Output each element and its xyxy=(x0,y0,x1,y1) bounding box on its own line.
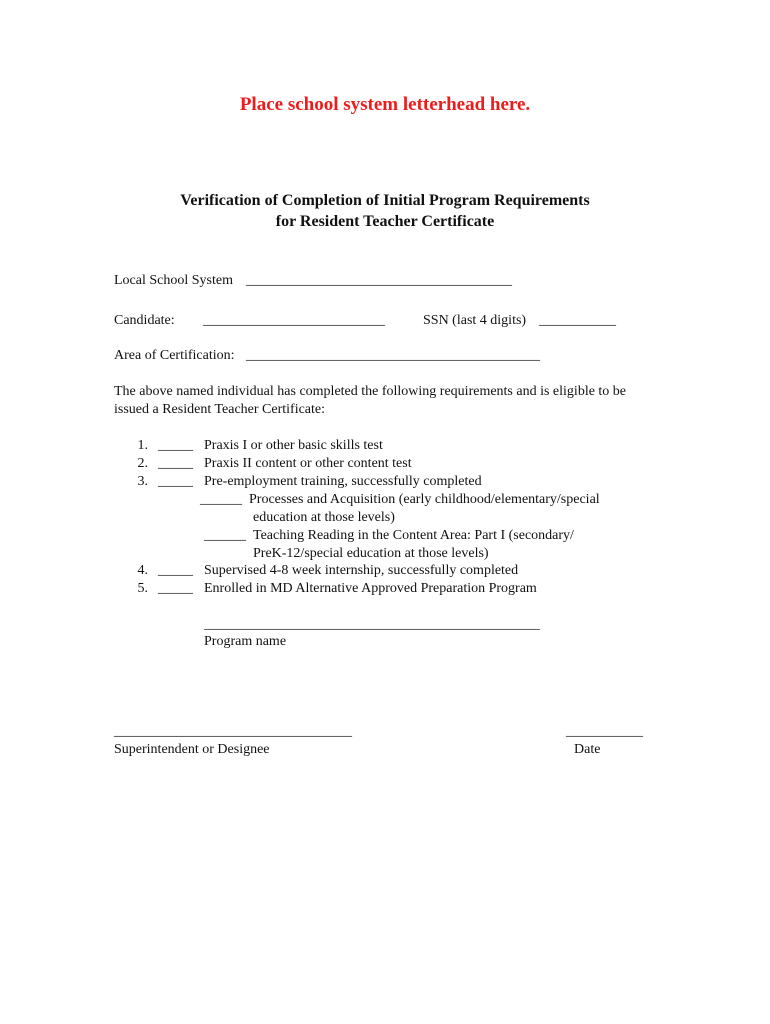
sub-requirement-text-cont: education at those levels) xyxy=(253,510,395,525)
candidate-label: Candidate: xyxy=(114,313,175,328)
requirement-blank[interactable]: _____ xyxy=(158,563,193,578)
requirement-blank[interactable]: _____ xyxy=(158,474,193,489)
requirement-text: Pre-employment training, successfully completed xyxy=(204,474,482,489)
program-name-blank[interactable]: ________________________________________________ xyxy=(204,617,540,632)
requirement-number: 3. xyxy=(137,474,148,489)
date-label: Date xyxy=(574,742,601,757)
document-title xyxy=(0,190,770,232)
ssn-label: SSN (last 4 digits) xyxy=(423,313,527,328)
letterhead-placeholder: Place school system letterhead here. xyxy=(239,94,531,115)
date-blank[interactable]: ___________ xyxy=(566,724,643,739)
intro-paragraph: The above named individual has completed the following requirements and is eligible to be issued a Resident Teacher Certificate: xyxy=(114,384,627,417)
sub-requirement-text-cont: PreK-12/special education at those levels) xyxy=(253,546,489,561)
sub-requirement-blank[interactable]: ______ xyxy=(204,528,246,543)
area-of-certification-label: Area of Certification: xyxy=(114,348,235,363)
signature-label: Superintendent or Designee xyxy=(114,742,270,757)
sub-requirement-text: Teaching Reading in the Content Area: Part I (secondary/ xyxy=(253,528,574,543)
ssn-blank[interactable]: ___________ xyxy=(539,313,616,328)
local-school-system-label: Local School System xyxy=(114,273,233,288)
requirement-blank[interactable]: _____ xyxy=(158,456,193,471)
title-line-1: Verification of Completion of Initial Program Requirements xyxy=(180,192,590,209)
local-school-system-blank[interactable]: ______________________________________ xyxy=(246,273,512,288)
requirement-text: Praxis II content or other content test xyxy=(204,456,412,471)
requirement-number: 5. xyxy=(137,581,148,596)
requirement-blank[interactable]: _____ xyxy=(158,581,193,596)
requirement-text: Supervised 4-8 week internship, successfully completed xyxy=(204,563,519,578)
area-of-certification-blank[interactable]: __________________________________________ xyxy=(246,348,540,363)
requirement-number: 2. xyxy=(137,456,148,471)
sub-requirement-blank[interactable]: ______ xyxy=(200,492,242,507)
program-name-label: Program name xyxy=(204,634,287,649)
requirement-text: Praxis I or other basic skills test xyxy=(204,438,383,453)
requirement-number: 1. xyxy=(137,438,148,453)
candidate-blank[interactable]: __________________________ xyxy=(203,313,385,328)
sub-requirement-text: Processes and Acquisition (early childhood/elementary/special xyxy=(249,492,600,507)
requirement-number: 4. xyxy=(137,563,148,578)
requirement-text: Enrolled in MD Alternative Approved Preparation Program xyxy=(204,581,537,596)
signature-blank[interactable]: __________________________________ xyxy=(114,724,352,739)
requirement-blank[interactable]: _____ xyxy=(158,438,193,453)
title-line-2: for Resident Teacher Certificate xyxy=(275,213,495,230)
